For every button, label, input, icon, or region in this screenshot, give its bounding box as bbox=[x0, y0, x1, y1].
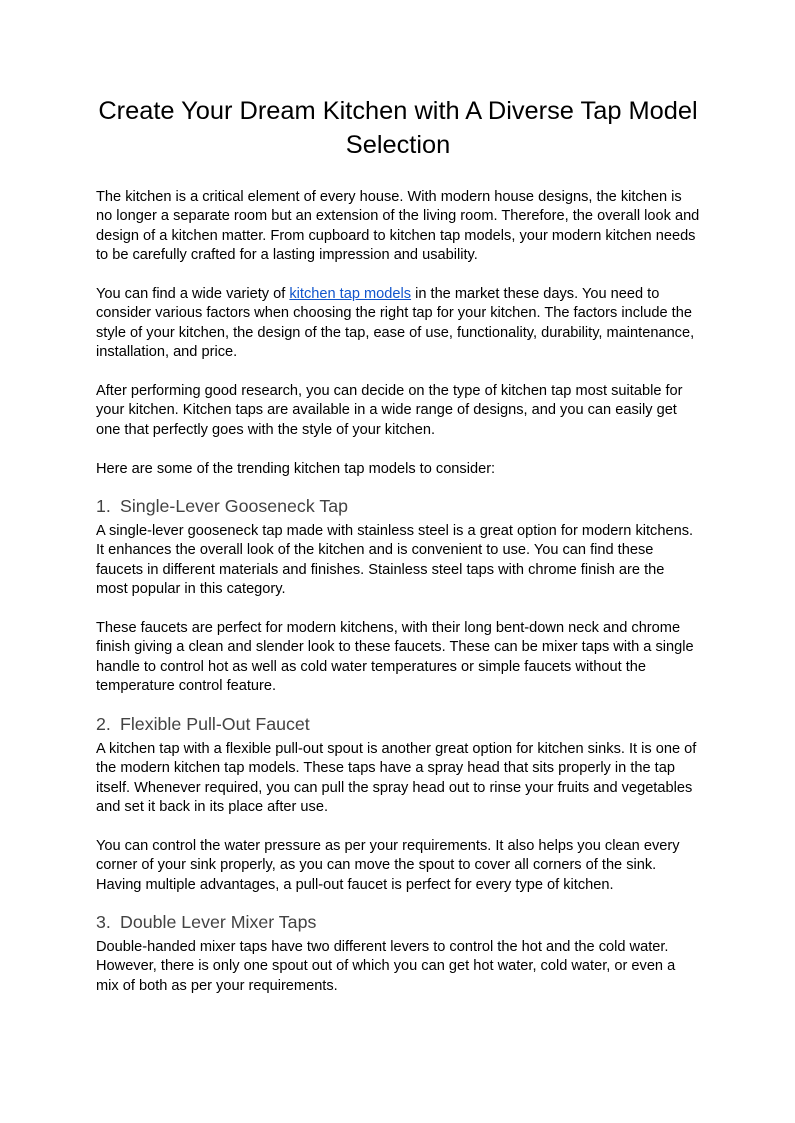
kitchen-tap-models-link[interactable]: kitchen tap models bbox=[289, 286, 412, 303]
section-2-paragraph-1: A kitchen tap with a flexible pull-out spout is another great option for kitchen sinks. It is one of the modern kitchen tap models. These taps have a spray head that sits properly in the tap itself. Whenever required, you can pull the spray head out to rinse your fruits and vegetables and set it back in its place after use. bbox=[96, 740, 697, 815]
section-1-paragraph-1: A single-lever gooseneck tap made with stainless steel is a great option for modern kitchens. It enhances the overall look of the kitchen and is convenient to use. You can find these faucets in different materials and finishes. Stainless steel taps with chrome finish are the most popular in this category. bbox=[96, 523, 694, 598]
document-page bbox=[96, 94, 700, 996]
section-2-number: 2. bbox=[96, 713, 111, 734]
section-3-number: 3. bbox=[96, 911, 111, 932]
intro-paragraph-1: The kitchen is a critical element of every house. With modern house designs, the kitchen is no longer a separate room but an extension of the living room. Therefore, the overall look and design of a kitchen matter. From cupboard to kitchen tap models, your modern kitchen needs to be carefully crafted for a lasting impression and usability. bbox=[96, 189, 700, 264]
intro-paragraph-2 bbox=[96, 285, 700, 363]
section-1-heading bbox=[96, 494, 700, 518]
intro-paragraph-3: After performing good research, you can decide on the type of kitchen tap most suitable for your kitchen. Kitchen taps are available in a wide range of designs, and you can easily get one that perfectly goes with the style of your kitchen. bbox=[96, 383, 683, 438]
section-2-paragraph-2: You can control the water pressure as per your requirements. It also helps you clean every corner of your sink properly, as you can move the spout to cover all corners of the sink. Having multiple advantages, a pull-out faucet is perfect for every type of kitchen. bbox=[96, 837, 680, 893]
section-2-heading bbox=[96, 712, 700, 736]
intro-paragraph-2-start: You can find a wide variety of bbox=[96, 286, 290, 303]
section-2-title: Flexible Pull-Out Faucet bbox=[120, 713, 310, 734]
section-3-paragraph-1: Double-handed mixer taps have two different levers to control the hot and the cold water. However, there is only one spout out of which you can get hot water, cold water, or even a mix of both as per your requirements. bbox=[96, 938, 676, 994]
section-1-number: 1. bbox=[96, 496, 111, 517]
document-title: Create Your Dream Kitchen with A Diverse Tap Model Selection bbox=[98, 97, 698, 159]
intro-paragraph-2-end: in the market these days. You need to consider various factors when choosing the right tap for your kitchen. The factors include the style of your kitchen, the design of the tap, ease of use, functionality, durability, maintenance, installation, and price. bbox=[96, 286, 695, 361]
section-3-title: Double Lever Mixer Taps bbox=[120, 911, 317, 932]
intro-paragraph-4: Here are some of the trending kitchen tap models to consider: bbox=[96, 460, 496, 477]
section-1-title: Single-Lever Gooseneck Tap bbox=[120, 496, 349, 517]
section-3-heading bbox=[96, 910, 700, 934]
section-1-paragraph-2: These faucets are perfect for modern kitchens, with their long bent-down neck and chrome finish giving a clean and slender look to these faucets. These can be mixer taps with a single handle to control hot as well as cold water temperatures or simple faucets without the temperature control feature. bbox=[96, 620, 694, 695]
